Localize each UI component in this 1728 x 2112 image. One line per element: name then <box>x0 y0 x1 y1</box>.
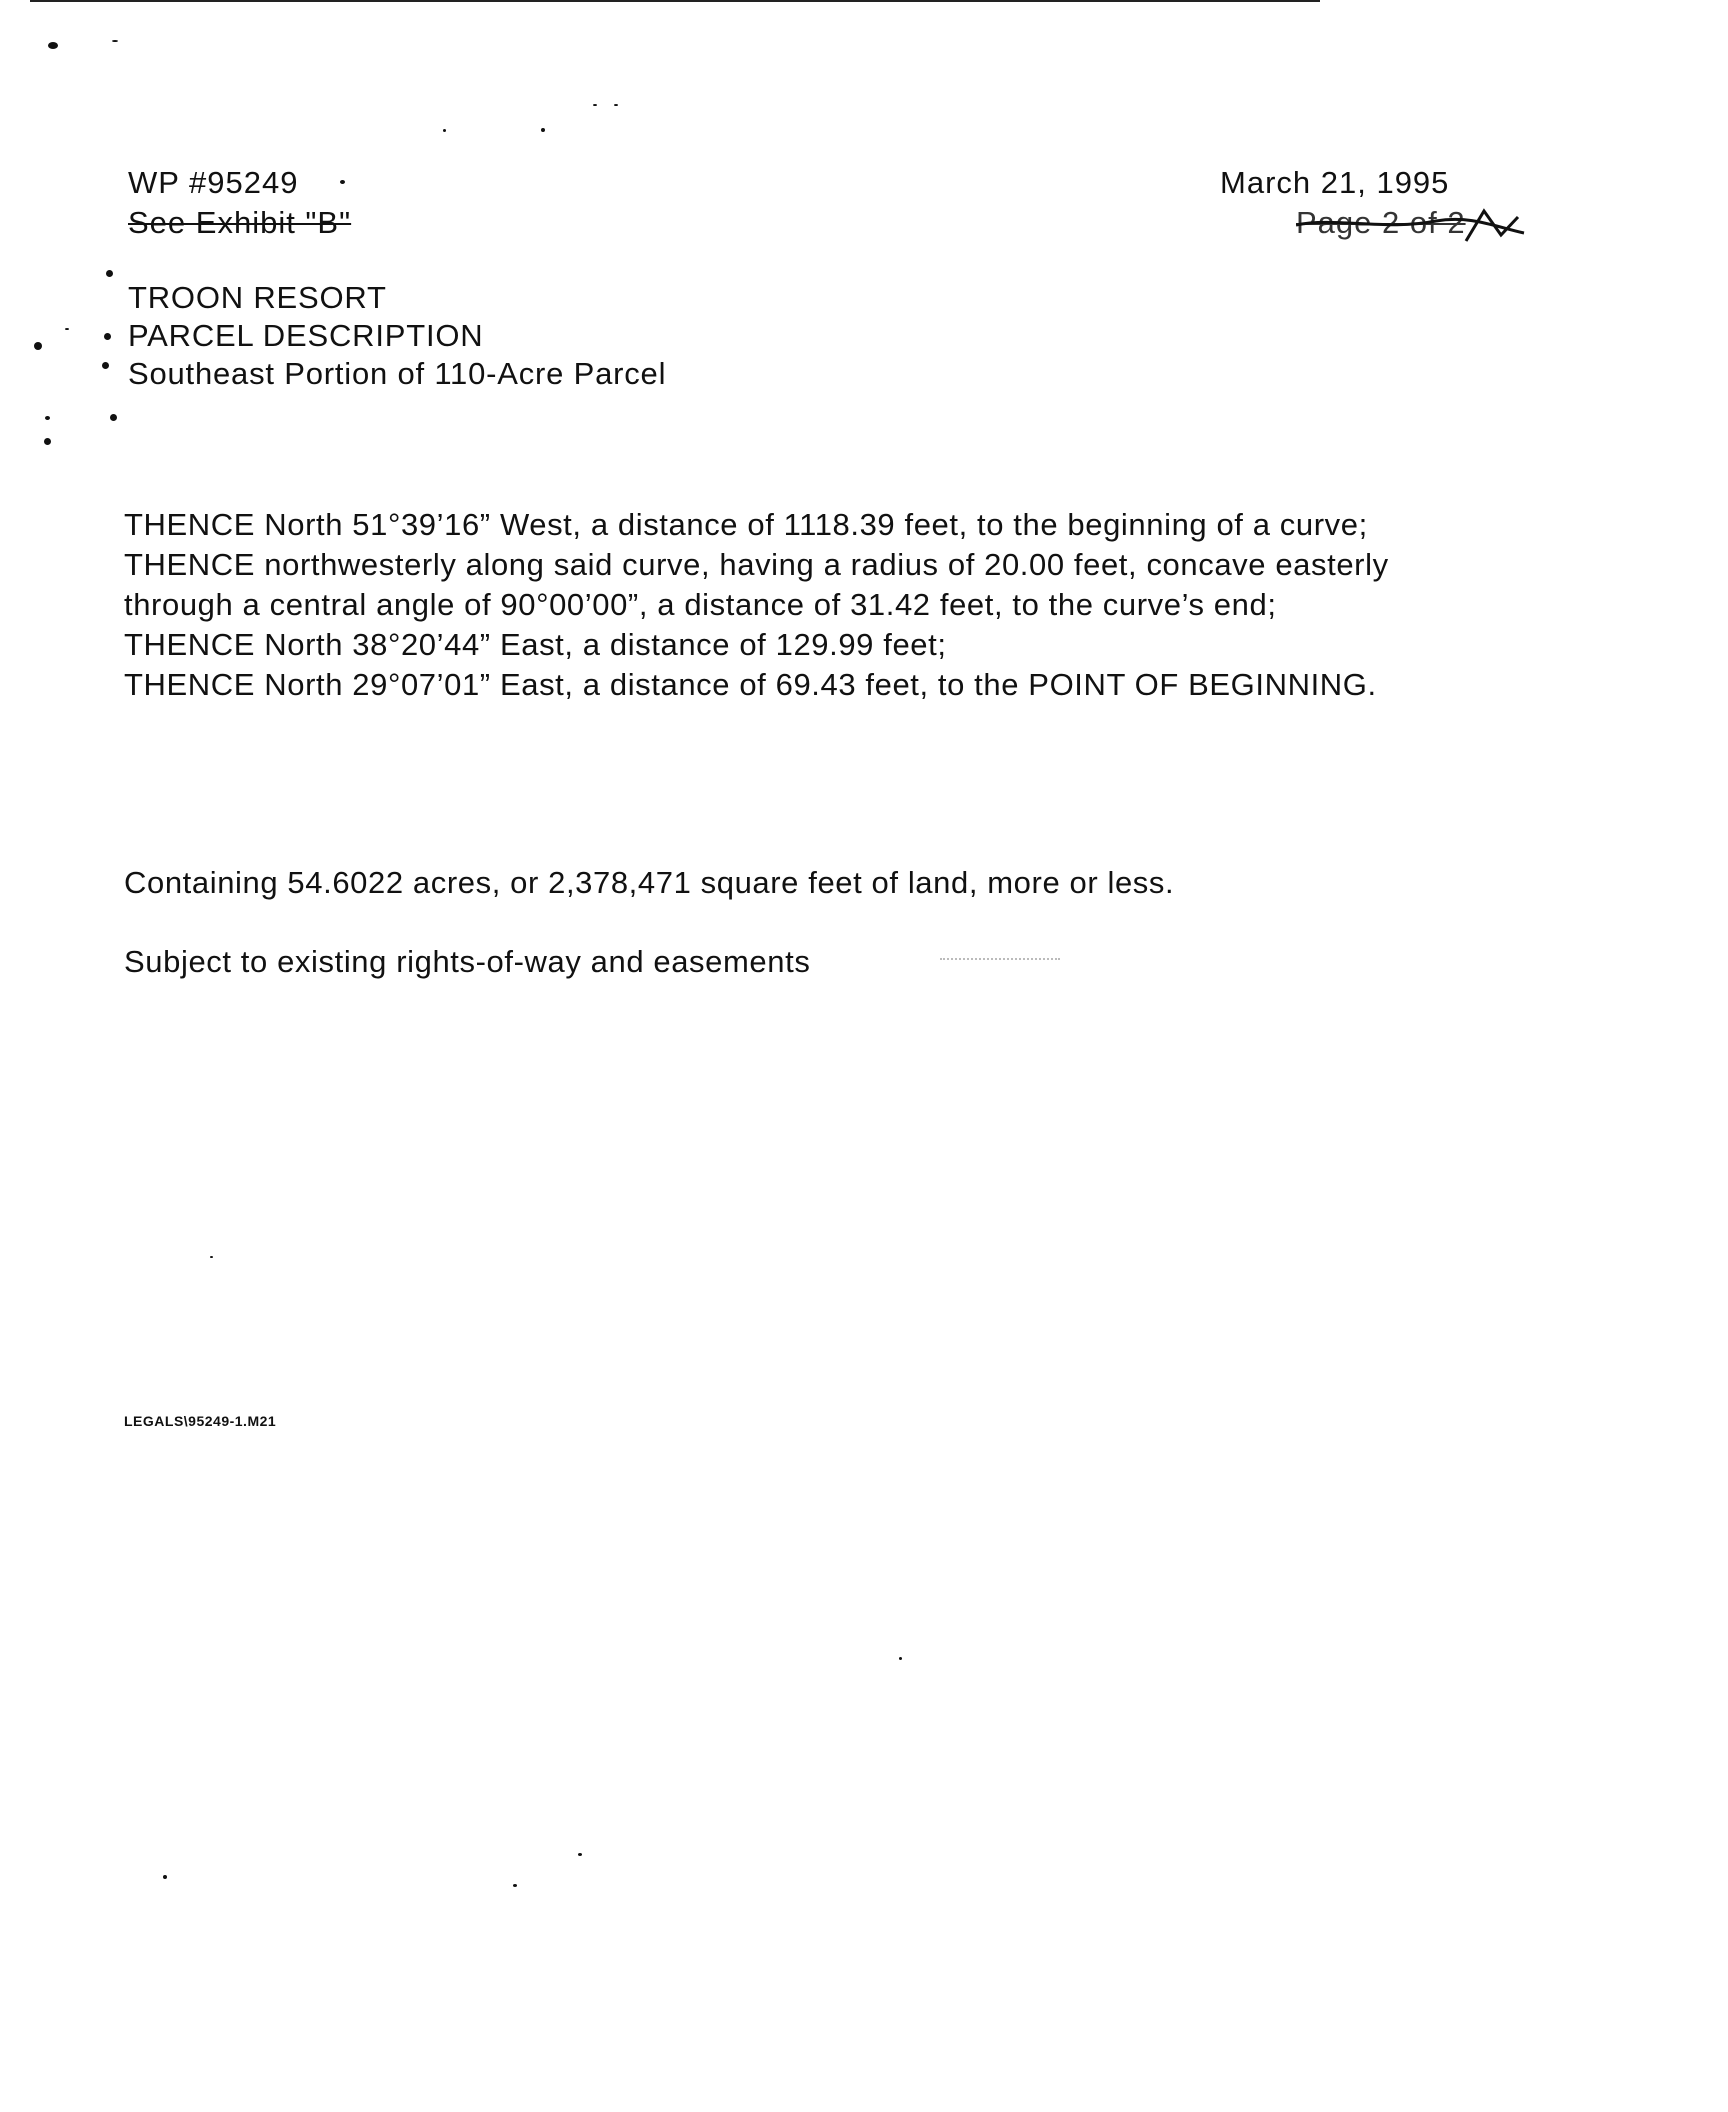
parcel-description-heading: PARCEL DESCRIPTION <box>128 318 484 353</box>
scan-speck <box>34 342 42 350</box>
wp-number: WP #95249 <box>128 165 299 200</box>
course-line: THENCE North 51°39’16” West, a distance of 1118.39 feet, to the beginning of a curve; <box>124 507 1368 542</box>
scribble-mark <box>1296 205 1526 245</box>
document-date: March 21, 1995 <box>1220 165 1450 200</box>
course-line: THENCE North 38°20’44” East, a distance of 129.99 feet; <box>124 627 947 662</box>
dotted-trail <box>940 958 1060 960</box>
course-line: THENCE northwesterly along said curve, having a radius of 20.00 feet, concave easterly through a central angle of 90°00’00”, a distance of 31.42 feet, to the curve’s end; <box>124 547 1389 622</box>
scan-speck <box>899 1657 902 1660</box>
course-line: THENCE North 29°07’01” East, a distance of 69.43 feet, to the POINT OF BEGINNING. <box>124 667 1377 702</box>
scan-speck <box>44 438 51 445</box>
page-note: Page 2 of 2 <box>1296 205 1466 240</box>
top-scan-rule <box>30 0 1320 2</box>
scan-speck <box>443 129 446 132</box>
file-reference: LEGALS\95249-1.M21 <box>124 1413 277 1429</box>
scan-speck <box>65 328 69 330</box>
bullet-dot <box>102 362 109 369</box>
parcel-portion: Southeast Portion of 110-Acre Parcel <box>128 356 667 391</box>
area-statement: Containing 54.6022 acres, or 2,378,471 square feet of land, more or less. <box>124 865 1175 900</box>
metes-and-bounds <box>124 505 1504 705</box>
scan-speck <box>593 104 597 106</box>
scan-speck <box>541 128 545 132</box>
scan-speck <box>163 1875 167 1879</box>
scan-speck <box>48 42 58 49</box>
scan-speck <box>45 416 50 420</box>
scan-speck <box>340 180 345 184</box>
scan-speck <box>614 104 618 106</box>
scan-speck <box>513 1884 517 1887</box>
exhibit-note: See Exhibit "B" <box>128 205 352 240</box>
subject-to-statement: Subject to existing rights-of-way and easements <box>124 944 811 979</box>
bullet-dot <box>106 270 113 277</box>
resort-name: TROON RESORT <box>128 280 387 315</box>
scan-speck <box>210 1256 213 1258</box>
scan-speck <box>112 40 118 42</box>
scan-speck <box>578 1853 582 1856</box>
scan-speck <box>110 414 117 421</box>
bullet-dot <box>104 333 111 340</box>
